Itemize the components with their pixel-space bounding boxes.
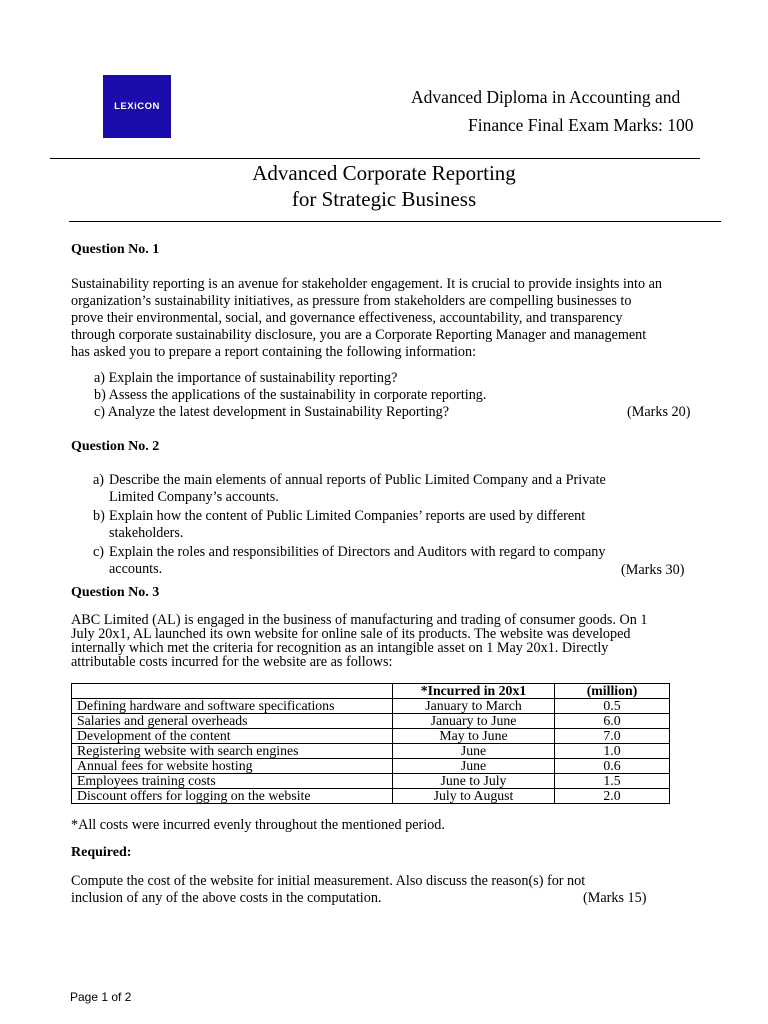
table-cell: January to March — [393, 699, 555, 714]
question-1-line: has asked you to prepare a report containing the following information: — [71, 344, 477, 360]
table-row — [72, 699, 670, 714]
page-number: Page 1 of 2 — [70, 990, 132, 1004]
question-2-item-b: Explain how the content of Public Limited Companies’ reports are used by different — [109, 508, 586, 524]
required-label: Required: — [71, 845, 132, 860]
question-3-line: attributable costs incurred for the website are as follows: — [71, 654, 393, 670]
required-line: inclusion of any of the above costs in the computation. — [71, 890, 382, 906]
table-cell: Development of the content — [72, 729, 393, 744]
question-1-line: organization’s sustainability initiatives, as pressure from stakeholders are compelling businesses to — [71, 293, 632, 309]
table-cell: June to July — [393, 774, 555, 789]
header-line-2: Finance Final Exam Marks: 100 — [468, 115, 694, 135]
question-2-label-c: c) — [93, 544, 105, 560]
header-line-1: Advanced Diploma in Accounting and — [411, 87, 681, 107]
title-line-2: for Strategic Business — [291, 187, 477, 211]
table-cell: 0.6 — [555, 759, 670, 774]
table-cell: 1.0 — [555, 744, 670, 759]
title-line-1: Advanced Corporate Reporting — [252, 161, 516, 185]
question-3-heading: Question No. 3 — [71, 585, 160, 600]
question-3-line: ABC Limited (AL) is engaged in the business of manufacturing and trading of consumer goods. On 1 — [71, 612, 648, 628]
question-2-item-c: accounts. — [109, 561, 163, 577]
question-3-marks: (Marks 15) — [583, 890, 647, 906]
question-2-label-b: b) — [93, 508, 105, 524]
table-cell: January to June — [393, 714, 555, 729]
table-row — [72, 714, 670, 729]
table-footnote: *All costs were incurred evenly throughout the mentioned period. — [71, 817, 445, 833]
table-cell: Employees training costs — [72, 774, 393, 789]
table-cell: 7.0 — [555, 729, 670, 744]
table-header — [72, 684, 393, 699]
table-cell: Salaries and general overheads — [72, 714, 393, 729]
table-cell: 2.0 — [555, 789, 670, 804]
table-cell: Discount offers for logging on the website — [72, 789, 393, 804]
table-cell: June — [393, 744, 555, 759]
question-1-item-a: a) Explain the importance of sustainability reporting? — [94, 370, 398, 386]
table-row — [72, 789, 670, 804]
table-cell: 1.5 — [555, 774, 670, 789]
table-header: *Incurred in 20x1 — [393, 684, 555, 699]
question-2-heading: Question No. 2 — [71, 439, 160, 454]
table-row — [72, 729, 670, 744]
table-cell: Annual fees for website hosting — [72, 759, 393, 774]
table-cell: Defining hardware and software specifications — [72, 699, 393, 714]
question-2-marks: (Marks 30) — [621, 562, 685, 578]
table-header: (million) — [555, 684, 670, 699]
question-2-label-a: a) — [93, 472, 105, 488]
question-2-item-c: Explain the roles and responsibilities of Directors and Auditors with regard to company — [109, 544, 606, 560]
question-1-item-b: b) Assess the applications of the sustainability in corporate reporting. — [94, 387, 487, 403]
table-cell: 0.5 — [555, 699, 670, 714]
required-line: Compute the cost of the website for initial measurement. Also discuss the reason(s) for not — [71, 873, 586, 889]
table-header-row — [72, 684, 670, 699]
lexicon-logo — [103, 75, 171, 138]
logo-text: LEXiCON — [114, 101, 160, 112]
question-2-item-a: Limited Company’s accounts. — [109, 489, 279, 505]
question-1-marks: (Marks 20) — [627, 404, 691, 420]
question-2-item-a: Describe the main elements of annual reports of Public Limited Company and a Private — [109, 472, 606, 488]
question-1-heading: Question No. 1 — [71, 242, 160, 257]
question-2-item-b: stakeholders. — [109, 525, 184, 541]
question-1-line: Sustainability reporting is an avenue for stakeholder engagement. It is crucial to provide insights into an — [71, 276, 662, 292]
title-rule — [69, 221, 721, 222]
table-cell: May to June — [393, 729, 555, 744]
question-3-line: July 20x1, AL launched its own website for online sale of its products. The website was developed — [71, 626, 631, 642]
question-1-line: prove their environmental, social, and governance effectiveness, accountability, and transparency — [71, 310, 623, 326]
question-1-line: through corporate sustainability disclosure, you are a Corporate Reporting Manager and management — [71, 327, 647, 343]
table-row — [72, 774, 670, 789]
header-rule — [50, 158, 700, 159]
table-cell: 6.0 — [555, 714, 670, 729]
table-cell: July to August — [393, 789, 555, 804]
table-row — [72, 744, 670, 759]
table-cell: June — [393, 759, 555, 774]
question-1-item-c: c) Analyze the latest development in Sustainability Reporting? — [94, 404, 449, 420]
table-cell: Registering website with search engines — [72, 744, 393, 759]
costs-table — [71, 683, 670, 804]
table-row — [72, 759, 670, 774]
question-3-line: internally which met the criteria for recognition as an intangible asset on 1 May 20x1. Directly — [71, 640, 609, 656]
